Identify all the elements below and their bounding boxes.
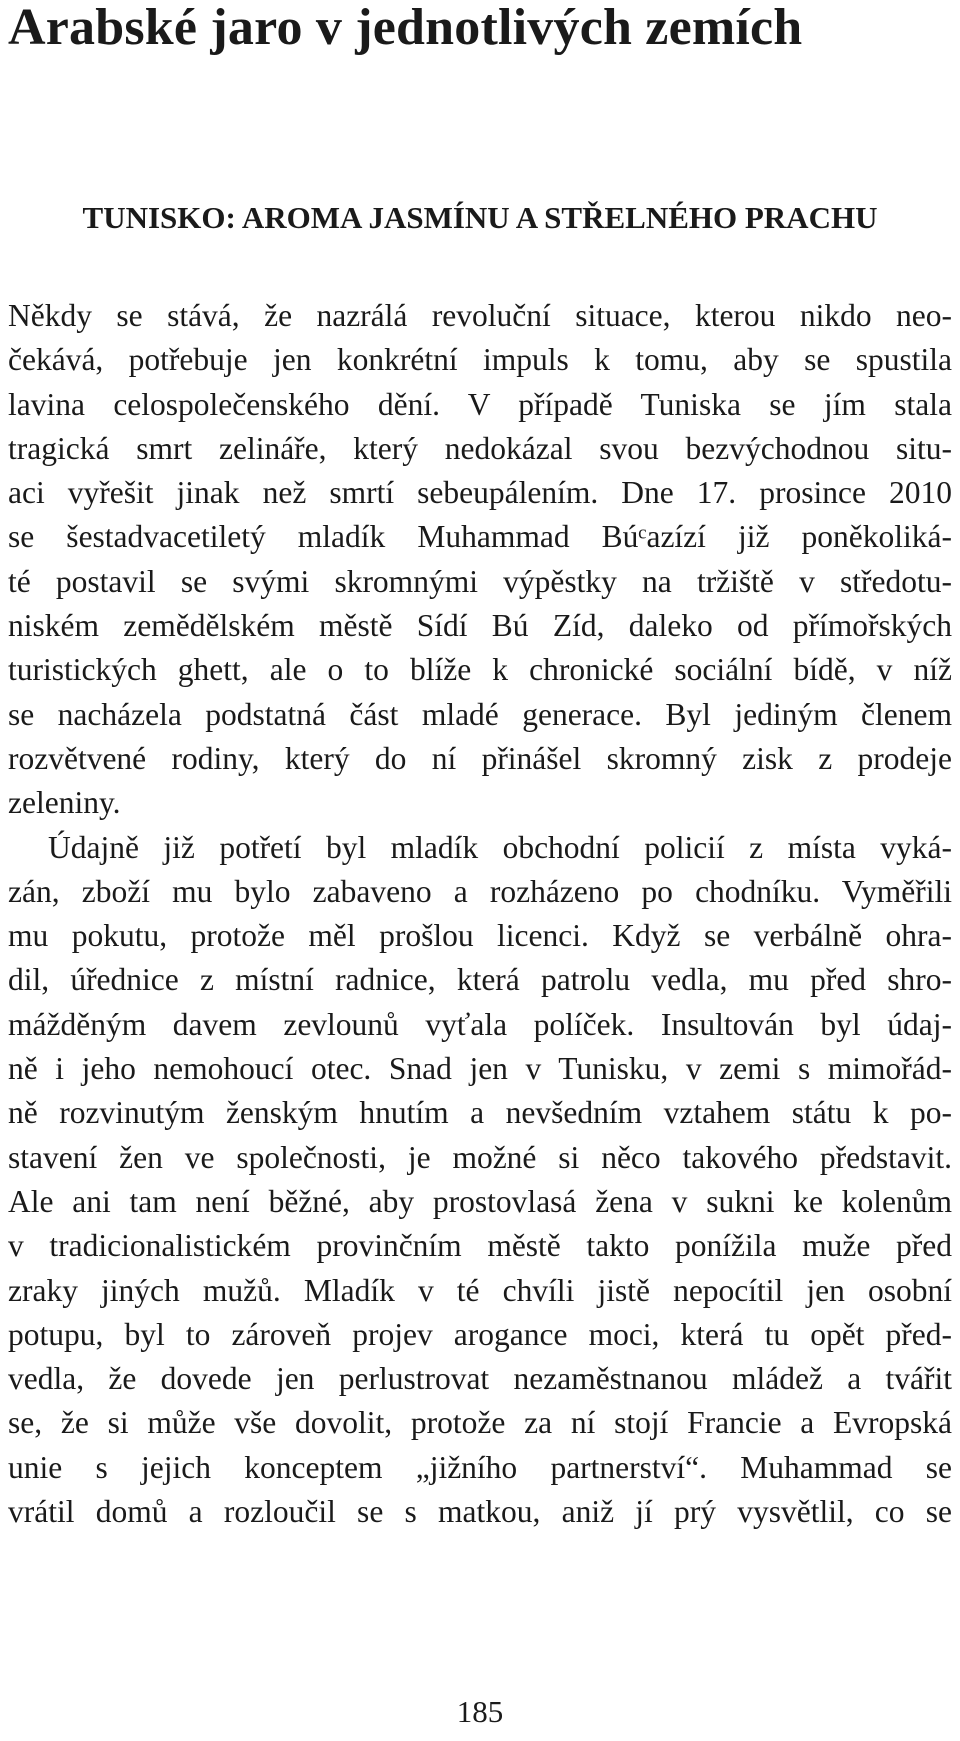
text-line: rozvětvené rodiny, který do ní přinášel skromný zisk z prodeje (8, 740, 952, 776)
page-number: 185 (456, 1694, 504, 1729)
text-line: aci vyřešit jinak než smrtí sebeupálením. Dne 17. prosince 2010 (8, 475, 952, 511)
text-line: v tradicionalistickém provinčním městě takto ponížila muže před (8, 1228, 952, 1264)
section-heading: TUNISKO: AROMA JASMÍNU A STŘELNÉHO PRACHU (82, 200, 878, 235)
text-line: mu pokutu, protože měl prošlou licenci. Když se verbálně ohra- (8, 918, 952, 954)
text-line: Údajně již potřetí byl mladík obchodní policií z místa vyká- (48, 829, 952, 865)
text-line: lavina celospolečenského dění. V případě Tuniska se jím stala (8, 386, 952, 422)
text-line: vrátil domů a rozloučil se s matkou, aniž jí prý vysvětlil, co se (8, 1494, 952, 1530)
text-line: té postavil se svými skromnými výpěstky na tržiště v středotu- (8, 563, 952, 599)
text-line: stavení žen ve společnosti, je možné si něco takového představit. (8, 1139, 952, 1175)
text-line: čekává, potřebuje jen konkrétní impuls k tomu, aby se spustila (8, 342, 952, 378)
text-line: potupu, byl to zároveň projev arogance moci, která tu opět před- (8, 1316, 952, 1352)
text-line: tragická smrt zelináře, který nedokázal svou bezvýchodnou situ- (8, 430, 952, 466)
text-line: se, že si může vše dovolit, protože za ní stojí Francie a Evropská (8, 1405, 952, 1441)
text-line: Ale ani tam není běžné, aby prostovlasá žena v sukni ke kolenům (8, 1183, 952, 1219)
text-line: dil, úřednice z místní radnice, která patrolu vedla, mu před shro- (8, 962, 952, 998)
body-text (8, 298, 952, 1538)
text-line: ně i jeho nemohoucí otec. Snad jen v Tunisku, v zemi s mimořád- (8, 1051, 952, 1087)
text-line: unie s jejich konceptem „jižního partnerství“. Muhammad se (8, 1449, 952, 1485)
chapter-title: Arabské jaro v jednotlivých zemích (8, 0, 803, 56)
text-line: se nacházela podstatná část mladé generace. Byl jediným členem (8, 696, 952, 732)
text-line: turistických ghett, ale o to blíže k chronické sociální bídě, v níž (8, 652, 952, 688)
text-line: zán, zboží mu bylo zabaveno a rozházeno po chodníku. Vyměřili (8, 873, 952, 909)
text-line: ně rozvinutým ženským hnutím a nevšedním vztahem státu k po- (8, 1095, 952, 1131)
text-line: se šestadvacetiletý mladík Muhammad Búᶜazízí již poněkoliká- (8, 519, 952, 555)
text-line: mážděným davem zevlounů vyťala políček. Insultován byl údaj- (8, 1006, 952, 1042)
text-line: zraky jiných mužů. Mladík v té chvíli jistě nepocítil jen osobní (8, 1272, 952, 1308)
text-line: Někdy se stává, že nazrálá revoluční situace, kterou nikdo neo- (8, 298, 952, 333)
text-line: zeleniny. (8, 785, 121, 821)
text-line: vedla, že dovede jen perlustrovat nezaměstnanou mládež a tvářit (8, 1361, 952, 1397)
text-line: niském zemědělském městě Sídí Bú Zíd, daleko od přímořských (8, 608, 952, 644)
